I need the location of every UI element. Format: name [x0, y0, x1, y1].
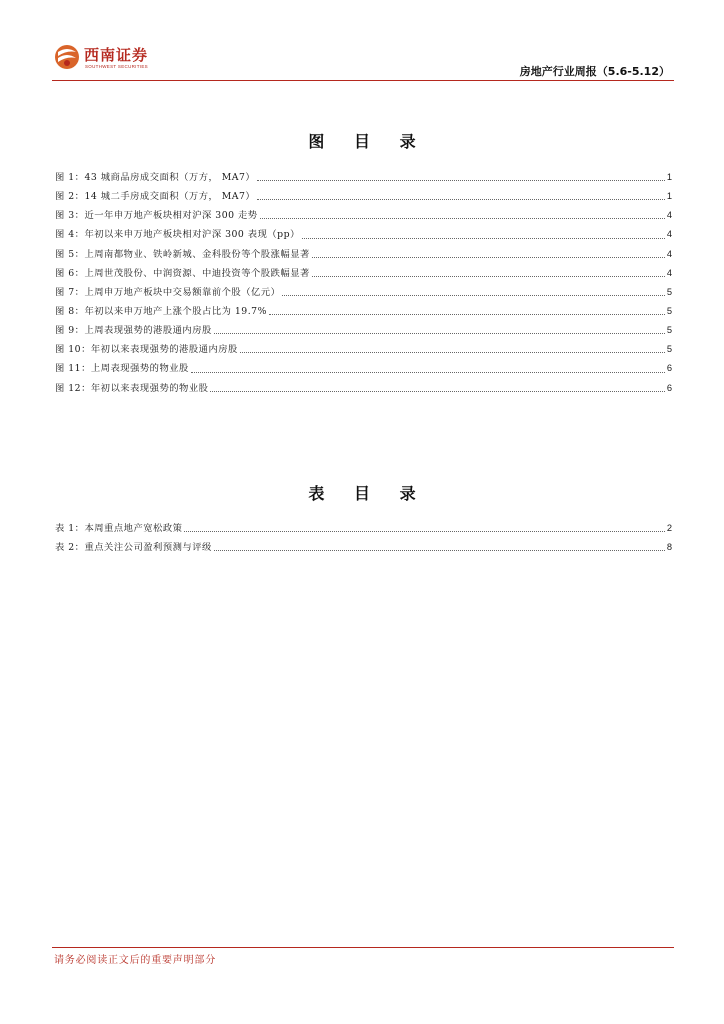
- southwest-securities-logo-icon: [54, 43, 80, 71]
- toc-entry-label: 图 12：年初以来表现强势的物业股: [55, 382, 209, 394]
- toc-entry[interactable]: [55, 340, 672, 359]
- toc-entry-page: 4: [666, 248, 672, 259]
- toc-entry[interactable]: [55, 538, 672, 557]
- toc-leader-dots: [312, 256, 665, 258]
- toc-entry-label: 表 1：本周重点地产宽松政策: [55, 523, 183, 534]
- toc-entry[interactable]: [55, 359, 672, 378]
- toc-entry[interactable]: [55, 379, 672, 398]
- report-title: 房地产行业周报（5.6-5.12）: [519, 65, 670, 78]
- toc-entry[interactable]: [55, 245, 672, 264]
- toc-entry-label: 图 4：年初以来申万地产板块相对沪深 300 表现（pp）: [55, 229, 300, 241]
- toc-entry-label: 图 7：上周申万地产板块中交易额靠前个股（亿元）: [55, 286, 281, 298]
- toc-leader-dots: [184, 530, 664, 532]
- toc-entry-page: 1: [666, 172, 672, 182]
- toc-entry-page: 2: [666, 523, 672, 533]
- figures-toc-list: [55, 168, 672, 398]
- toc-entry-page: 1: [666, 191, 672, 202]
- footer-disclaimer: 请务必阅读正文后的重要声明部分: [54, 955, 216, 966]
- toc-entry-page: 5: [666, 305, 672, 316]
- toc-leader-dots: [312, 275, 665, 277]
- toc-leader-dots: [210, 390, 664, 392]
- toc-entry-label: 图 2：14 城二手房成交面积（万方， MA7）: [55, 191, 256, 203]
- toc-leader-dots: [257, 198, 665, 200]
- toc-entry-page: 4: [666, 229, 672, 240]
- toc-entry-label: 图 9：上周表现强势的港股通内房股: [55, 325, 212, 337]
- toc-entry[interactable]: [55, 321, 672, 340]
- toc-leader-dots: [260, 217, 665, 219]
- toc-entry-page: 5: [666, 344, 672, 355]
- tables-toc-title: 表 目 录: [308, 484, 428, 503]
- figures-toc-title: 图 目 录: [308, 132, 428, 151]
- toc-entry-page: 5: [666, 325, 672, 336]
- toc-entry[interactable]: [55, 283, 672, 302]
- footer-divider: [52, 947, 674, 948]
- brand-name-en: SOUTHWEST SECURITIES: [85, 64, 148, 69]
- brand-name-cn: 西南证券: [84, 46, 149, 64]
- toc-entry-label: 图 6：上周世茂股份、中润资源、中迪投资等个股跌幅显著: [55, 267, 310, 279]
- toc-entry-page: 6: [666, 363, 672, 374]
- toc-entry[interactable]: [55, 187, 672, 206]
- toc-leader-dots: [240, 351, 665, 353]
- toc-entry-label: 表 2：重点关注公司盈利预测与评级: [55, 542, 212, 554]
- toc-entry-page: 8: [666, 542, 672, 553]
- toc-entry-page: 6: [666, 382, 672, 393]
- brand-logo: [54, 43, 154, 73]
- toc-entry-label: 图 5：上周南都物业、铁岭新城、金科股份等个股涨幅显著: [55, 248, 310, 260]
- toc-entry-page: 4: [666, 210, 672, 221]
- toc-leader-dots: [257, 179, 665, 181]
- toc-leader-dots: [269, 313, 665, 315]
- toc-leader-dots: [282, 294, 664, 296]
- toc-entry[interactable]: [55, 225, 672, 244]
- toc-entry-label: 图 3：近一年申万地产板块相对沪深 300 走势: [55, 210, 258, 222]
- toc-entry[interactable]: [55, 302, 672, 321]
- toc-entry[interactable]: [55, 168, 672, 187]
- toc-entry-page: 4: [666, 267, 672, 278]
- toc-leader-dots: [302, 237, 665, 239]
- toc-entry-label: 图 8：年初以来申万地产上涨个股占比为 19.7%: [55, 305, 267, 317]
- tables-toc-list: [55, 519, 672, 557]
- toc-entry[interactable]: [55, 206, 672, 225]
- header-divider: [52, 80, 674, 81]
- toc-entry-label: 图 1：43 城商品房成交面积（万方， MA7）: [55, 172, 256, 183]
- toc-entry-page: 5: [666, 286, 672, 297]
- page-header: [0, 0, 724, 82]
- toc-entry-label: 图 10：年初以来表现强势的港股通内房股: [55, 344, 238, 356]
- toc-leader-dots: [214, 549, 665, 551]
- toc-entry[interactable]: [55, 264, 672, 283]
- toc-leader-dots: [191, 371, 665, 373]
- toc-entry-label: 图 11：上周表现强势的物业股: [55, 363, 189, 375]
- toc-entry[interactable]: [55, 519, 672, 538]
- toc-leader-dots: [214, 332, 665, 334]
